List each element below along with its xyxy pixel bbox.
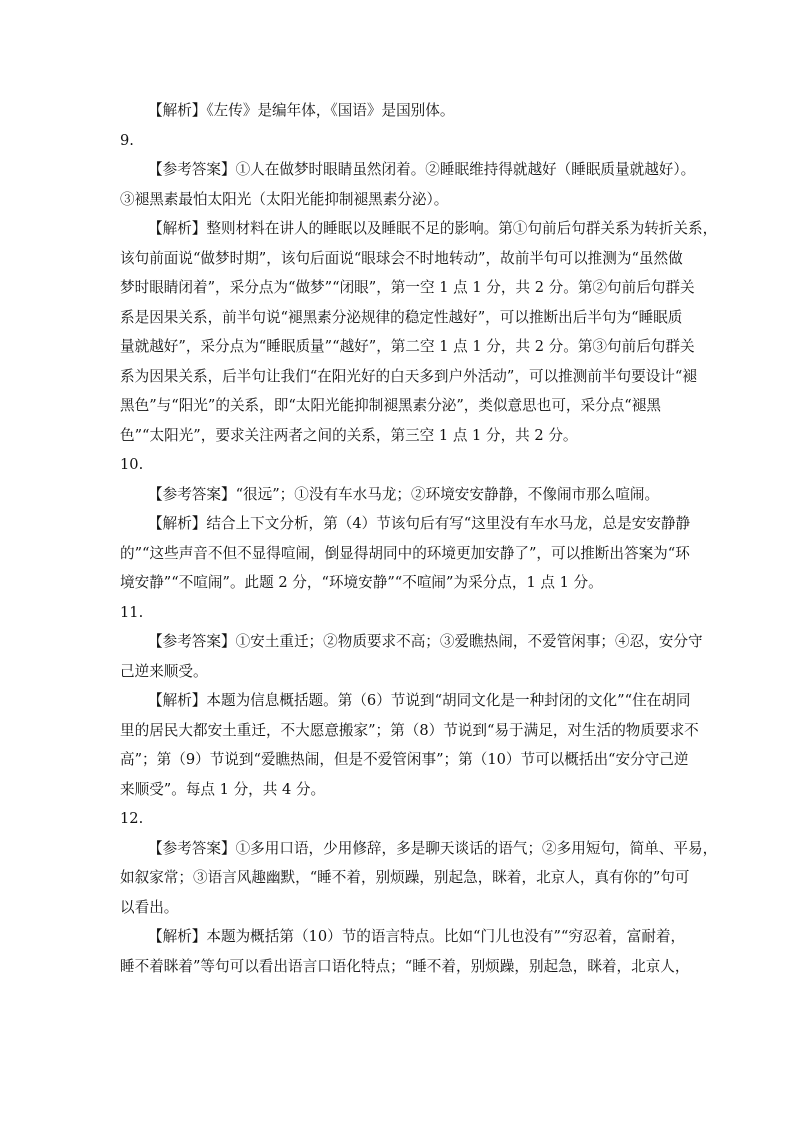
- text-line: 量就越好”，采分点为“睡眠质量”“越好”，第二空 1 点 1 分，共 2 分。第③句前后句群关: [120, 338, 695, 355]
- question-number: 10.: [120, 456, 144, 473]
- text-line: 境安静”“不喧闹”。此题 2 分，“环境安静”“不喧闹”为采分点，1 点 1 分。: [120, 574, 603, 591]
- text-line: ③褪黑素最怕太阳光（太阳光能抑制褪黑素分泌）。: [120, 190, 449, 208]
- question-number: 11.: [120, 603, 144, 621]
- text-line: 【解析】本题为信息概括题。第（6）节说到“胡同文化是一种封闭的文化”“住在胡同: [148, 692, 691, 709]
- text-line: 【解析】结合上下文分析，第（4）节该句后有写“这里没有车水马龙，总是安安静静: [148, 515, 691, 532]
- text-line: 如叙家常；③语言风趣幽默，“睡不着，别烦躁，别起急，眯着，北京人，真有你的”句可: [120, 869, 690, 886]
- text-line: 【解析】整则材料在讲人的睡眠以及睡眠不足的影响。第①句前后句群关系为转折关系，: [148, 220, 718, 237]
- text-line: 【解析】本题为概括第（10）节的语言特点。比如“门儿也没有”“穷忍着，富耐着，: [148, 928, 686, 945]
- text-line: 里的居民大都安土重迁，不大愿意搬家”；第（8）节说到“易于满足，对生活的物质要求不: [120, 721, 699, 739]
- text-line: 以看出。: [120, 898, 179, 916]
- question-number: 12.: [120, 810, 144, 827]
- text-line: 己逆来顺受。: [120, 662, 208, 680]
- document-page: [120, 96, 718, 981]
- text-line: 梦时眼睛闭着”，采分点为“做梦”“闭眼”，第一空 1 点 1 分，共 2 分。第②句前后句群关: [120, 279, 695, 296]
- text-line: 【解析】《左传》是编年体，《国语》是国别体。: [148, 102, 455, 119]
- text-line: 高”；第（9）节说到“爱瞧热闹，但是不爱管闲事”；第（10）节可以概括出“安分守己逆: [120, 751, 689, 768]
- text-line: 睡不着眯着”等句可以看出语言口语化特点；“睡不着，别烦躁，别起急，眯着，北京人，: [120, 957, 690, 975]
- text-line: 黑色”与“阳光”的关系，即“太阳光能抑制褪黑素分泌”，类似意思也可，采分点“褪黑: [120, 397, 661, 414]
- text-line: 系为因果关系，后半句让我们“在阳光好的白天多到户外活动”，可以推测前半句要设计“褪: [120, 367, 697, 385]
- text-line: 【参考答案】①安土重迁；②物质要求不高；③爱瞧热闹，不爱管闲事；④忍，安分守: [148, 633, 703, 650]
- text-line: 【参考答案】①人在做梦时眼睛虽然闭着。②睡眠维持得就越好（睡眠质量就越好）。: [148, 161, 696, 178]
- text-line: 的”“这些声音不但不显得喧闹，倒显得胡同中的环境更加安静了”，可以推断出答案为“环: [120, 544, 690, 562]
- text-line: 该句前面说“做梦时期”，该句后面说“眼球会不时地转动”，故前半句可以推测为“虽然做: [120, 249, 683, 267]
- text-line: 来顺受”。每点 1 分，共 4 分。: [120, 780, 326, 798]
- text-line: 【参考答案】“很远”；①没有车水马龙；②环境安安静静，不像闹市那么喧闹。: [148, 485, 660, 503]
- text-line: 色”“太阳光”，要求关注两者之间的关系，第三空 1 点 1 分，共 2 分。: [120, 426, 578, 444]
- text-line: 【参考答案】①多用口语，少用修辞，多是聊天谈话的语气；②多用短句，简单、平易，: [148, 839, 718, 857]
- question-number: 9.: [120, 131, 134, 149]
- text-line: 系是因果关系，前半句说“褪黑素分泌规律的稳定性越好”，可以推断出后半句为“睡眠质: [120, 308, 683, 326]
